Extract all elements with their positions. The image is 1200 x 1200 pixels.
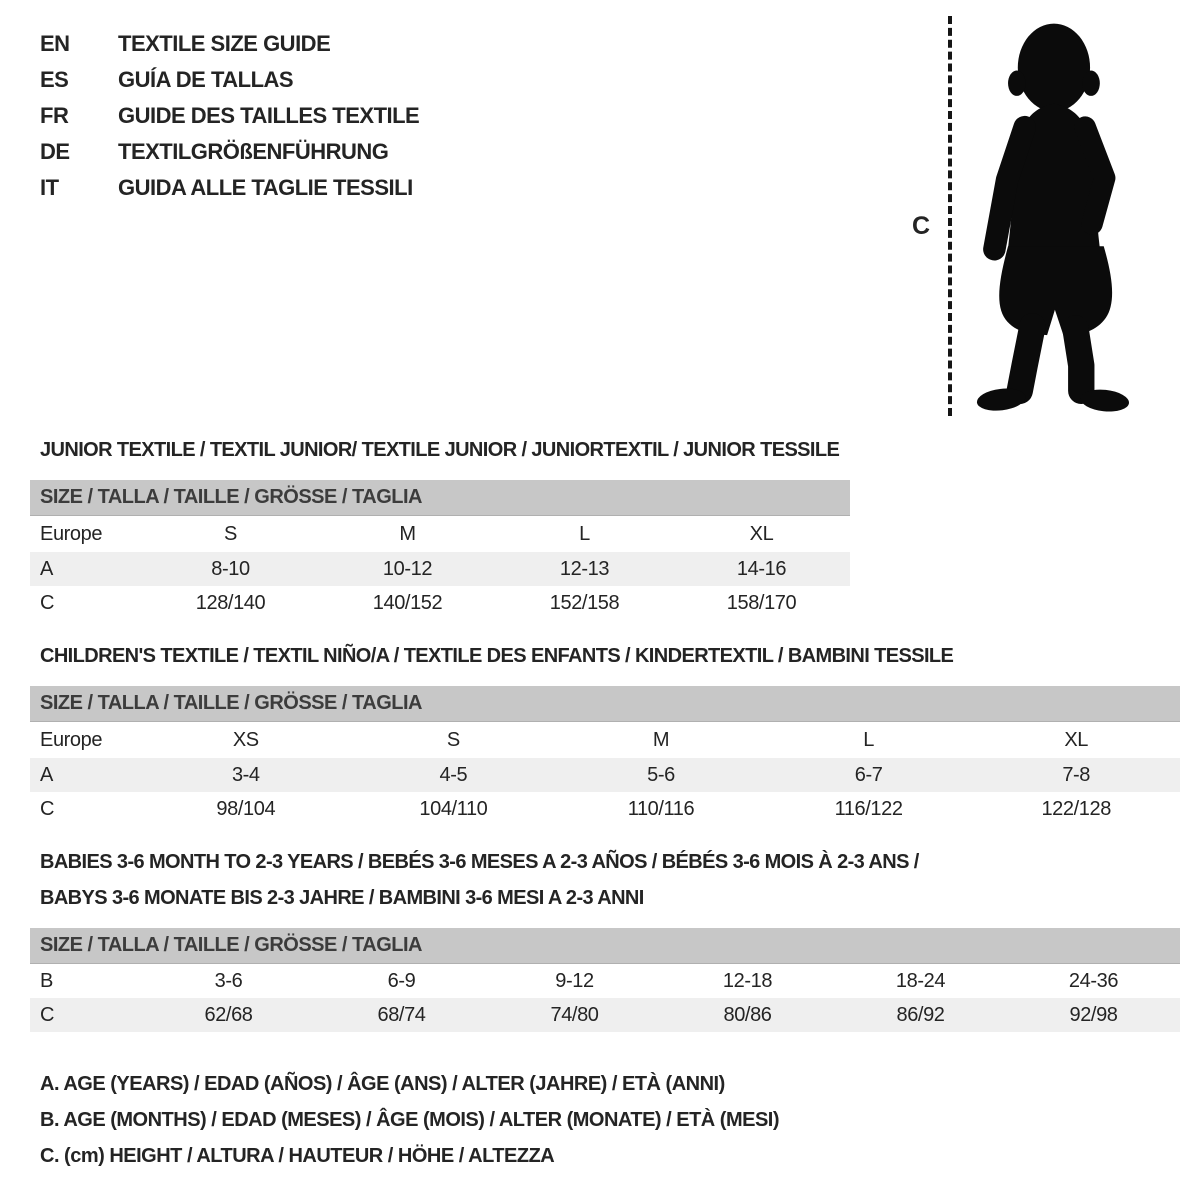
cell-value: M <box>652 728 670 751</box>
row-label: A <box>40 763 53 786</box>
cell-value: 92/98 <box>1069 1003 1118 1026</box>
language-list <box>40 26 419 206</box>
cell-value: 12-13 <box>559 557 610 580</box>
height-measure-label: C <box>912 212 931 240</box>
row-label: Europe <box>40 522 103 545</box>
size-header-bar: SIZE / TALLA / TAILLE / GRÖSSE / TAGLIA <box>30 686 1180 722</box>
cell-value: 3-6 <box>214 969 243 992</box>
cell-value: L <box>579 522 590 545</box>
legend-line: A. AGE (YEARS) / EDAD (AÑOS) / ÂGE (ANS) / ALTER (JAHRE) / ETÀ (ANNI) <box>40 1073 725 1095</box>
row-label: B <box>40 969 53 992</box>
table-row <box>30 998 1180 1032</box>
language-row <box>40 170 419 206</box>
height-figure <box>900 16 1160 420</box>
table-row <box>30 516 850 552</box>
language-title: TEXTILE SIZE GUIDE <box>118 31 331 56</box>
cell-value: 62/68 <box>204 1003 253 1026</box>
babies-size-table <box>30 844 1180 1032</box>
language-code: IT <box>40 175 59 200</box>
cell-value: 3-4 <box>231 763 260 786</box>
cell-value: 5-6 <box>647 763 675 786</box>
cell-value: 9-12 <box>555 969 594 992</box>
language-row <box>40 62 419 98</box>
toddler-silhouette-icon <box>968 16 1134 418</box>
cell-value: 12-18 <box>722 969 773 992</box>
cell-value: 7-8 <box>1062 763 1091 786</box>
language-row <box>40 26 419 62</box>
legend-line: C. (cm) HEIGHT / ALTURA / HAUTEUR / HÖHE / ALTEZZA <box>40 1145 555 1167</box>
cell-value: 86/92 <box>896 1003 945 1026</box>
children-size-table <box>30 638 1180 826</box>
cell-value: 152/158 <box>549 591 620 614</box>
row-label: A <box>40 557 53 580</box>
language-code: DE <box>40 139 70 164</box>
legend-line: B. AGE (MONTHS) / EDAD (MESES) / ÂGE (MOIS) / ALTER (MONATE) / ETÀ (MESI) <box>40 1109 780 1131</box>
cell-value: 6-9 <box>387 969 416 992</box>
table-title-line: JUNIOR TEXTILE / TEXTIL JUNIOR/ TEXTILE JUNIOR / JUNIORTEXTIL / JUNIOR TESSILE <box>40 439 840 461</box>
cell-value: 140/152 <box>372 591 443 614</box>
language-title: GUÍA DE TALLAS <box>118 67 294 92</box>
language-title: GUIDA ALLE TAGLIE TESSILI <box>118 175 413 200</box>
cell-value: M <box>399 522 416 545</box>
table-title-line: BABIES 3-6 MONTH TO 2-3 YEARS / BEBÉS 3-6 MESES A 2-3 AÑOS / BÉBÉS 3-6 MOIS À 2-3 ANS / <box>40 851 919 873</box>
cell-value: 24-36 <box>1068 969 1119 992</box>
row-label: Europe <box>40 728 103 751</box>
cell-value: L <box>863 728 874 751</box>
table-row <box>30 792 1180 826</box>
language-code: FR <box>40 103 69 128</box>
language-title: TEXTILGRÖßENFÜHRUNG <box>118 139 389 164</box>
cell-value: 18-24 <box>895 969 946 992</box>
table-row <box>30 964 1180 998</box>
cell-value: 4-5 <box>439 763 468 786</box>
cell-value: 128/140 <box>195 591 266 614</box>
table-row <box>30 758 1180 792</box>
row-label: C <box>40 591 55 614</box>
cell-value: 74/80 <box>550 1003 599 1026</box>
table-row <box>30 552 850 586</box>
size-header-bar: SIZE / TALLA / TAILLE / GRÖSSE / TAGLIA <box>30 928 1180 964</box>
cell-value: 158/170 <box>726 591 797 614</box>
row-label: C <box>40 1003 55 1026</box>
table-title-line: BABYS 3-6 MONATE BIS 2-3 JAHRE / BAMBINI 3-6 MESI A 2-3 ANNI <box>40 887 644 909</box>
language-title: GUIDE DES TAILLES TEXTILE <box>118 103 420 128</box>
cell-value: 122/128 <box>1041 797 1111 820</box>
language-row <box>40 134 419 170</box>
cell-value: 14-16 <box>736 557 787 580</box>
table-row <box>30 586 850 620</box>
cell-value: 6-7 <box>854 763 883 786</box>
legend <box>40 1066 779 1174</box>
cell-value: 110/116 <box>627 797 695 820</box>
cell-value: 68/74 <box>377 1003 426 1026</box>
table-row <box>30 722 1180 758</box>
cell-value: 104/110 <box>419 797 488 820</box>
cell-value: S <box>224 522 237 545</box>
cell-value: XL <box>1064 728 1089 751</box>
cell-value: 8-10 <box>211 557 250 580</box>
language-code: ES <box>40 67 69 92</box>
cell-value: XS <box>232 728 259 751</box>
cell-value: 10-12 <box>382 557 433 580</box>
cell-value: 98/104 <box>216 797 276 820</box>
junior-size-table <box>30 432 850 620</box>
size-header-bar: SIZE / TALLA / TAILLE / GRÖSSE / TAGLIA <box>30 480 850 516</box>
cell-value: XL <box>749 522 774 545</box>
language-row <box>40 98 419 134</box>
table-title-line: CHILDREN'S TEXTILE / TEXTIL NIÑO/A / TEXTILE DES ENFANTS / KINDERTEXTIL / BAMBINI TESSILE <box>40 645 954 667</box>
height-measure-line <box>948 16 952 416</box>
cell-value: 80/86 <box>723 1003 772 1026</box>
cell-value: S <box>446 728 460 751</box>
row-label: C <box>40 797 55 820</box>
language-code: EN <box>40 31 70 56</box>
cell-value: 116/122 <box>834 797 903 820</box>
